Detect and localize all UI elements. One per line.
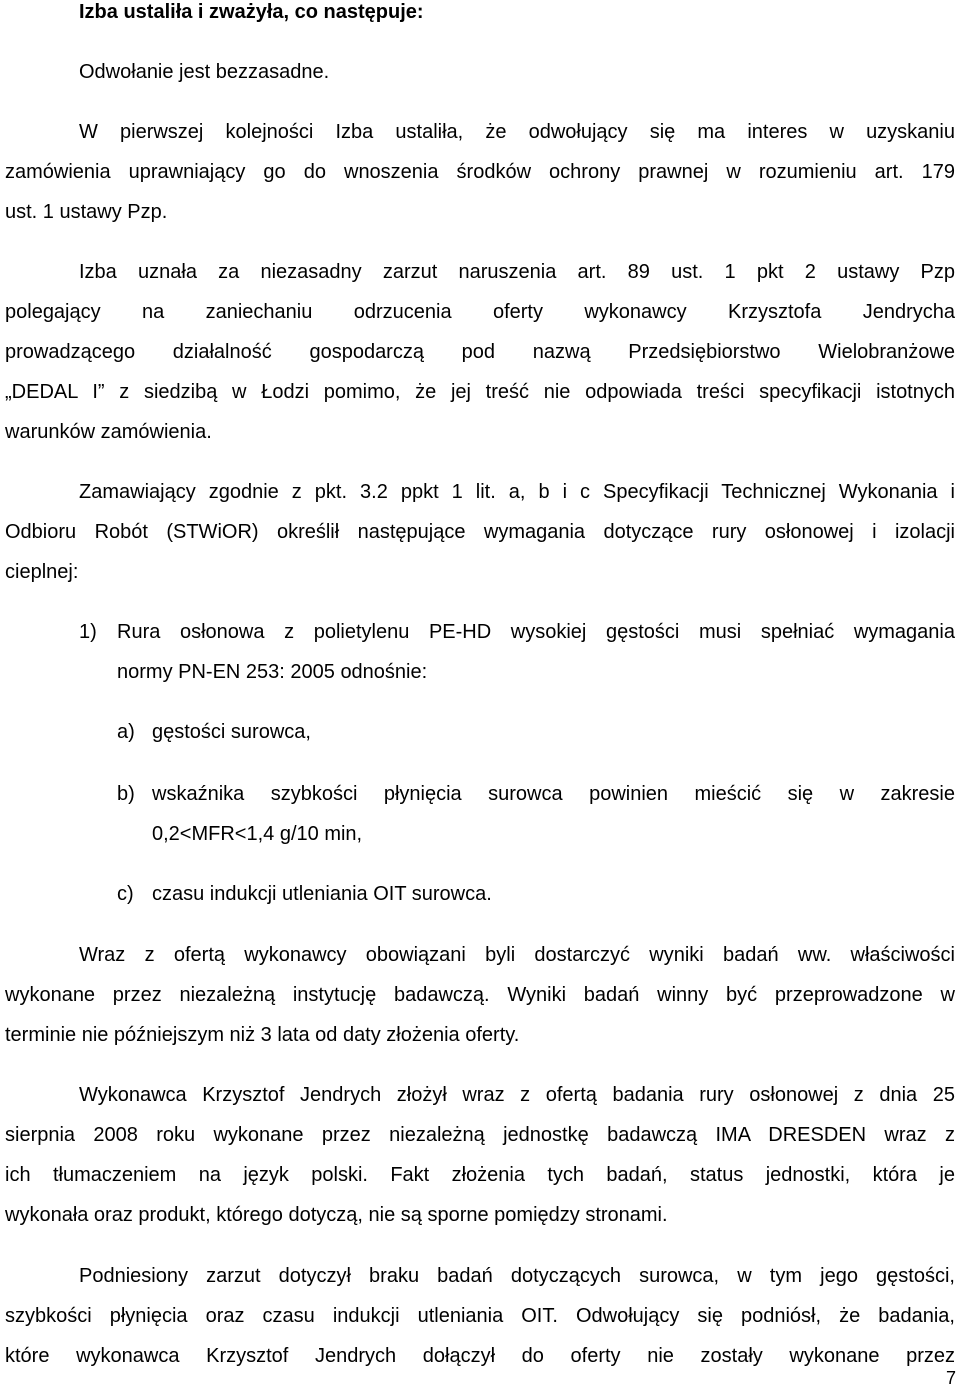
paragraph-2-line-3: ust. 1 ustawy Pzp. [5,201,168,223]
page-number: 7 [945,1368,956,1388]
paragraph-5-line-1: Wraz z ofertą wykonawcy obowiązani byli dostarczyć wyniki badań ww. właściwości [79,944,955,966]
paragraph-5-line-2: wykonane przez niezależną instytucję badawczą. Wyniki badań winny być przeprowadzone w [5,984,955,1006]
paragraph-3-line-3: prowadzącego działalność gospodarczą pod nazwą Przedsiębiorstwo Wielobranżowe [5,341,955,363]
paragraph-4-line-1: Zamawiający zgodnie z pkt. 3.2 ppkt 1 lit. a, b i c Specyfikacji Technicznej Wykonania i [79,481,955,503]
sublist-b-marker: b) [117,783,135,805]
paragraph-2-line-2: zamówienia uprawniający go do wnoszenia środków ochrony prawnej w rozumieniu art. 179 [5,161,955,183]
paragraph-4-line-2: Odbioru Robót (STWiOR) określił następujące wymagania dotyczące rury osłonowej i izolacji [5,521,955,543]
paragraph-6-line-2: sierpnia 2008 roku wykonane przez niezależną jednostkę badawczą IMA DRESDEN wraz z [5,1124,955,1146]
sublist-a-marker: a) [117,721,135,743]
paragraph-7-line-2: szybkości płynięcia oraz czasu indukcji utleniania OIT. Odwołujący się podniósł, że badania, [5,1305,955,1327]
paragraph-6-line-1: Wykonawca Krzysztof Jendrych złożył wraz z ofertą badania rury osłonowej z dnia 25 [79,1084,955,1106]
list-item-1-marker: 1) [79,621,97,643]
section-heading: Izba ustaliła i zważyła, co następuje: [79,1,424,23]
paragraph-5-line-3: terminie nie późniejszym niż 3 lata od daty złożenia oferty. [5,1024,520,1046]
paragraph-2-line-1: W pierwszej kolejności Izba ustaliła, że odwołujący się ma interes w uzyskaniu [79,121,955,143]
sublist-c-marker: c) [117,883,134,905]
sublist-b-line-2: 0,2<MFR<1,4 g/10 min, [152,823,363,845]
list-item-1-line-1: Rura osłonowa z polietylenu PE-HD wysokiej gęstości musi spełniać wymagania [117,621,955,643]
paragraph-3-line-4: „DEDAL I” z siedzibą w Łodzi pomimo, że jej treść nie odpowiada treści specyfikacji istotnych [5,381,955,403]
sublist-a-text: gęstości surowca, [152,721,311,743]
sublist-b-line-1: wskaźnika szybkości płynięcia surowca powinien mieścić się w zakresie [152,783,955,805]
paragraph-3-line-1: Izba uznała za niezasadny zarzut naruszenia art. 89 ust. 1 pkt 2 ustawy Pzp [79,261,955,283]
paragraph-1: Odwołanie jest bezzasadne. [79,61,330,83]
paragraph-4-line-3: cieplnej: [5,561,79,583]
paragraph-7-line-3: które wykonawca Krzysztof Jendrych dołączył do oferty nie zostały wykonane przez [5,1345,955,1367]
paragraph-6-line-4: wykonała oraz produkt, którego dotyczą, nie są sporne pomiędzy stronami. [5,1204,668,1226]
paragraph-3-line-2: polegający na zaniechaniu odrzucenia oferty wykonawcy Krzysztofa Jendrycha [5,301,955,323]
paragraph-7-line-1: Podniesiony zarzut dotyczył braku badań dotyczących surowca, w tym jego gęstości, [79,1265,955,1287]
sublist-c-text: czasu indukcji utleniania OIT surowca. [152,883,492,905]
paragraph-3-line-5: warunków zamówienia. [5,421,212,443]
list-item-1-line-2: normy PN-EN 253: 2005 odnośnie: [117,661,428,683]
paragraph-6-line-3: ich tłumaczeniem na język polski. Fakt złożenia tych badań, status jednostki, która je [5,1164,955,1186]
